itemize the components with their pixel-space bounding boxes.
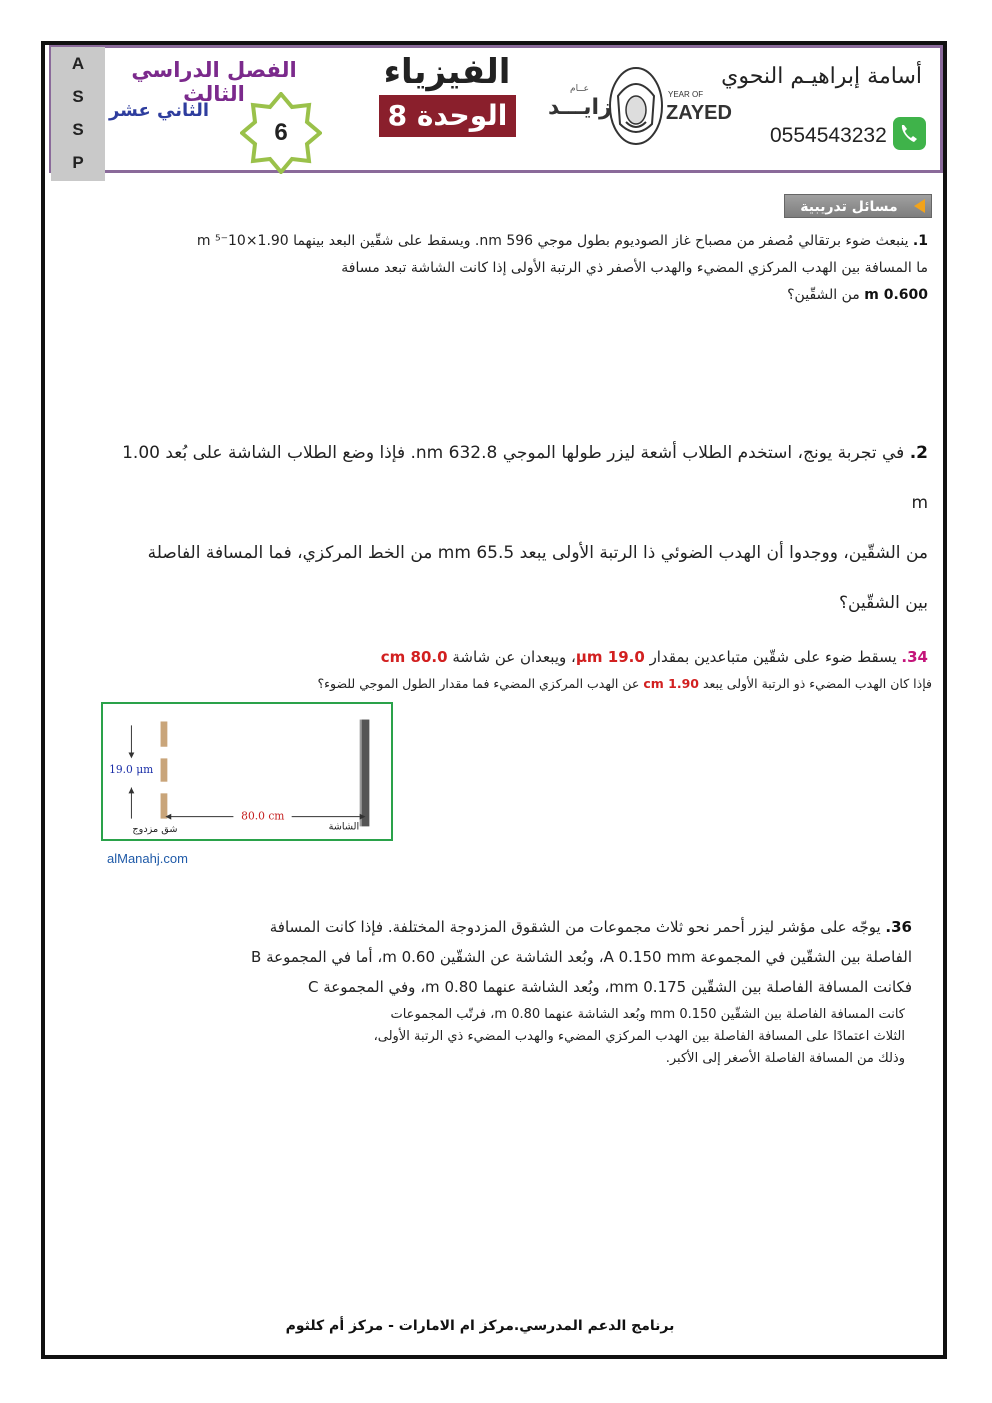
value-distance: 1.90×10⁻⁵ m xyxy=(196,233,289,249)
value-fringe: 1.90 cm xyxy=(643,676,699,691)
phone-number: 0554543232 xyxy=(770,124,887,147)
value-b-dist: 0.80 m xyxy=(425,978,478,996)
subject-title: الفيزياء xyxy=(383,52,511,92)
question-text: يسقط ضوء على شقّين متباعدين بمقدار xyxy=(649,648,897,666)
question-line xyxy=(100,942,912,972)
question-1 xyxy=(108,228,928,309)
watermark-link[interactable]: alManahj.com xyxy=(107,851,188,866)
question-text: فإذا كان الهدب المضيء ذو الرتبة الأولى يبعد xyxy=(702,676,932,691)
question-text: يوجّه على مؤشر ليزر أحمر نحو ثلاث مجموعات من الشقوق المزدوجة المختلفة. فإذا كانت المسافة xyxy=(269,918,881,936)
value-screen: 0.600 m xyxy=(864,287,928,303)
value-a-sep: 0.150 mm xyxy=(618,948,696,966)
term-title: الفصل الدراسي الثالث xyxy=(131,58,297,106)
question-text: في تجربة يونج، استخدم الطلاب أشعة ليزر طولها الموجي xyxy=(502,443,905,463)
portrait-logo-icon xyxy=(608,66,664,146)
question-line xyxy=(100,972,912,1002)
question-2 xyxy=(120,428,928,628)
question-line xyxy=(100,1004,905,1026)
assp-letter: S xyxy=(72,87,84,106)
slit-barrier-bottom xyxy=(161,793,168,818)
phone-icon xyxy=(893,117,926,150)
question-36 xyxy=(100,912,912,1002)
slit-barrier-mid xyxy=(161,758,168,781)
question-line xyxy=(120,428,928,528)
badge-number: 6 xyxy=(274,119,288,146)
question-text: كانت المسافة الفاصلة بين الشقّين xyxy=(720,1007,905,1022)
double-slit-diagram xyxy=(101,702,393,841)
question-text: ، وفي المجموعة C xyxy=(307,978,426,996)
question-text: ، وبُعد الشاشة عن الشقّين xyxy=(439,948,604,966)
question-text: عن الهدب المركزي المضيء فما مقدار الطول الموجي للضوء؟ xyxy=(317,676,640,691)
question-line xyxy=(108,255,928,282)
value-screen: 80.0 cm xyxy=(380,648,448,666)
question-text: ، أما في المجموعة B xyxy=(251,948,383,966)
value-offset: 65.5 mm xyxy=(437,543,515,563)
slit-label: شق مزدوج xyxy=(132,824,178,836)
value-wavelength: 632.8 nm xyxy=(415,443,498,463)
question-text: ينبعث ضوء برتقالي مُصفر من مصباح غاز الصوديوم بطول موجي xyxy=(537,233,909,249)
section-tab: مسائل تدريبية xyxy=(784,194,932,218)
zayed-english-logo: ZAYED xyxy=(666,102,732,124)
question-text: ، فرتّب المجموعات xyxy=(390,1007,495,1022)
grade-title: الثاني عشر xyxy=(108,100,210,121)
arrow-left-icon xyxy=(914,199,925,213)
question-text: . فإذا وضع الطلاب الشاشة على بُعد xyxy=(165,443,416,463)
question-text: ، وبُعد الشاشة عنهما xyxy=(482,978,610,996)
unit-title: الوحدة 8 xyxy=(379,95,516,137)
question-number: 2. xyxy=(909,443,928,463)
question-line xyxy=(108,228,928,255)
question-number: 1. xyxy=(912,233,928,249)
question-line xyxy=(100,912,912,942)
question-text: فكانت المسافة الفاصلة بين الشقّين xyxy=(691,978,912,996)
value-a-dist: 0.60 m xyxy=(382,948,436,966)
question-text: ما المسافة بين الهدب المركزي المضيء والهدب الأصفر ذي الرتبة الأولى إذا كانت الشاشة تبعد مسافة xyxy=(341,260,928,276)
spacing-label: 19.0 μm xyxy=(109,762,154,776)
question-text: الثلاث اعتمادًا على المسافة الفاصلة بين الهدب المركزي المضيء والهدب المضيء ذي الرتبة الأولى، xyxy=(373,1029,905,1044)
zayed-small-text: عــام xyxy=(570,84,589,94)
question-number: 34. xyxy=(901,648,928,666)
question-line xyxy=(100,1026,905,1048)
assp-letter: A xyxy=(71,54,85,73)
question-text: وبُعد الشاشة عنهما xyxy=(544,1007,646,1022)
page-footer: برنامج الدعم المدرسي.مركز ام الامارات - مركز أم كلثوم xyxy=(285,1318,675,1334)
question-34-line2 xyxy=(180,676,932,691)
author-name: أسامة إبراهيـم النحوي xyxy=(721,64,922,89)
question-text: . ويسقط على شقّين البعد بينهما xyxy=(293,233,480,249)
assp-letter: P xyxy=(72,153,84,172)
question-line xyxy=(108,282,928,309)
assp-letter: S xyxy=(72,120,84,139)
question-34-line1 xyxy=(180,648,928,666)
slit-barrier-top xyxy=(161,721,168,746)
question-number: 36. xyxy=(885,918,912,936)
question-text: من الخط المركزي، فما المسافة الفاصلة بين الشقّين؟ xyxy=(147,543,928,613)
assp-column xyxy=(51,47,105,181)
screen-label: الشاشة xyxy=(328,821,360,833)
value-b-sep: 0.175 mm xyxy=(609,978,687,996)
question-text: الفاصلة بين الشقّين في المجموعة A xyxy=(603,948,912,966)
question-text: وذلك من المسافة الفاصلة الأصغر إلى الأكبر. xyxy=(665,1051,905,1066)
value-screen: 1.00 m xyxy=(122,443,928,513)
value-c-sep: 0.150 mm xyxy=(649,1007,717,1022)
value-c-dist: 0.80 m xyxy=(494,1007,541,1022)
question-line xyxy=(120,528,928,628)
question-text: من الشقّين، ووجدوا أن الهدب الضوئي ذا الرتبة الأولى يبعد xyxy=(519,543,928,563)
question-text: من الشقّين؟ xyxy=(787,287,860,303)
screen-bar xyxy=(362,720,370,827)
value-spacing: 19.0 μm xyxy=(575,648,645,666)
question-36-cont xyxy=(100,1004,905,1070)
distance-label: 80.0 cm xyxy=(241,809,285,823)
question-text: ، ويبعدان عن شاشة xyxy=(452,648,576,666)
year-of-label: YEAR OF xyxy=(668,90,704,99)
question-line xyxy=(100,1048,905,1070)
value-wavelength: 596 nm xyxy=(479,233,534,249)
zayed-arabic-logo: زايـــد xyxy=(548,95,612,120)
